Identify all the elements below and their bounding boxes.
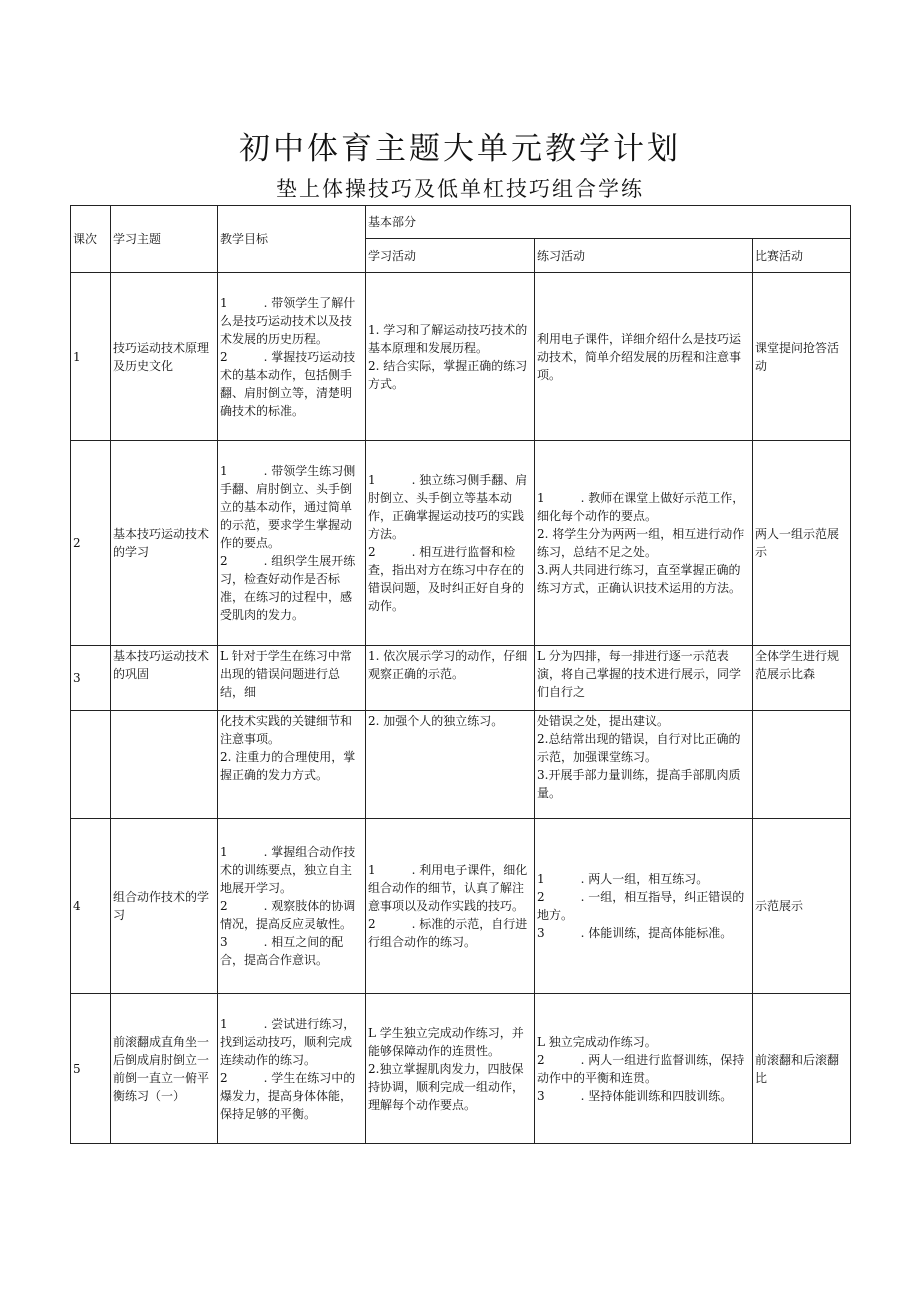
learn-item: 2.独立掌握肌肉发力，四肢保持协调，顺利完成一组动作，理解每个动作要点。	[368, 1061, 525, 1112]
cell-topic: 基本技巧运动技术的巩固	[111, 646, 218, 711]
header-compete: 比赛活动	[753, 239, 851, 273]
cell-lesson	[71, 711, 111, 819]
practice-item: 2.总结常出现的错误，自行对比正确的示范，加强课堂练习。	[537, 732, 741, 764]
cell-lesson: 2	[71, 441, 111, 646]
cell-learn	[366, 994, 535, 1144]
table-row	[71, 994, 851, 1144]
goal-item: 2 . 掌握技巧运动技术的基本动作，包括侧手翻、肩肘倒立等，清楚明确技术的标准。	[220, 349, 356, 418]
practice-item: 1 . 两人一组，相互练习。	[537, 872, 709, 886]
cell-goal	[218, 441, 366, 646]
goal-item: 1 . 尝试进行练习，找到运动技巧，顺利完成连续动作的练习。	[220, 1016, 356, 1067]
cell-lesson: 1	[71, 273, 111, 441]
cell-learn	[366, 819, 535, 994]
plan-table	[70, 205, 851, 1144]
header-basic: 基本部分	[366, 206, 851, 239]
table-row	[71, 273, 851, 441]
cell-learn	[366, 646, 535, 711]
cell-lesson: 5	[71, 994, 111, 1144]
practice-item: 3.两人共同进行练习，直至掌握正确的练习方式，正确认识技术运用的方法。	[537, 563, 742, 595]
goal-item: 化技术实践的关键细节和注意事项。	[220, 714, 353, 746]
goal-item: 3 . 相互之间的配合，提高合作意识。	[220, 935, 344, 967]
cell-topic: 技巧运动技术原理及历史文化	[111, 273, 218, 441]
page-title: 初中体育主题大单元教学计划	[239, 131, 681, 167]
goal-item: 2 . 观察肢体的协调情况，提高反应灵敏性。	[220, 899, 356, 931]
cell-compete: 全体学生进行规范展示比森	[753, 646, 851, 711]
cell-compete	[753, 711, 851, 819]
practice-item: 1 . 教师在课堂上做好示范工作，细化每个动作的要点。	[537, 491, 745, 523]
cell-goal	[218, 646, 366, 711]
practice-item: 2 . 一组，相互指导，纠正错误的地方。	[537, 890, 745, 922]
learn-item: 2. 结合实际，掌握正确的练习方式。	[368, 358, 528, 391]
learn-item: 2. 加强个人的独立练习。	[368, 714, 504, 728]
header-goal: 教学目标	[218, 206, 366, 273]
cell-topic: 组合动作技术的学习	[111, 819, 218, 994]
practice-item: 处错误之处，提出建议。	[537, 714, 670, 728]
learn-item: 1. 学习和了解运动技巧技术的基本原理和发展历程。	[368, 322, 528, 355]
goal-item: 1 . 掌握组合动作技术的训练要点，独立自主地展开学习。	[220, 845, 356, 895]
practice-item: L 独立完成动作练习。	[537, 1034, 657, 1049]
goal-item: 1 . 带领学生练习侧手翻、肩肘倒立、头手倒立的基本动作，通过简单的示范，要求学生掌握动作的要点。	[220, 464, 356, 550]
goal-item: 2. 注重力的合理使用，掌握正确的发力方式。	[220, 750, 356, 782]
header-row-1	[71, 206, 851, 239]
cell-compete: 示范展示	[753, 819, 851, 994]
cell-goal	[218, 711, 366, 819]
learn-item: 1 . 独立练习侧手翻、肩肘倒立、头手倒立等基本动作，正确掌握运动技巧的实践方法。	[368, 473, 528, 541]
page-subtitle: 垫上体操技巧及低单杠技巧组合学练	[276, 177, 644, 201]
cell-practice	[535, 646, 753, 711]
learn-item: 1. 依次展示学习的动作，仔细观察正确的示范。	[368, 649, 528, 681]
learn-item: 2 . 标准的示范，自行进行组合动作的练习。	[368, 917, 528, 949]
cell-lesson: 4	[71, 819, 111, 994]
cell-practice	[535, 273, 753, 441]
table-row	[71, 819, 851, 994]
goal-item: 2 . 学生在练习中的爆发力，提高身体体能，保持足够的平衡。	[220, 1070, 356, 1121]
cell-compete: 两人一组示范展示	[753, 441, 851, 646]
cell-topic	[111, 711, 218, 819]
practice-item: 3 . 体能训练，提高体能标准。	[537, 926, 733, 940]
header-learn: 学习活动	[366, 239, 535, 273]
cell-topic: 前滚翻成直角坐一后倒成肩肘倒立一前倒一直立一俯平衡练习（一）	[111, 994, 218, 1144]
cell-learn	[366, 711, 535, 819]
table-row	[71, 646, 851, 711]
cell-learn	[366, 441, 535, 646]
goal-item: L 针对于学生在练习中常出现的错误问题进行总结，细	[220, 649, 352, 699]
header-practice: 练习活动	[535, 239, 753, 273]
practice-item: L 分为四排，每一排进行逐一示范表演，将自己掌握的技术进行展示，同学们自行之	[537, 649, 742, 699]
cell-lesson: 3	[71, 646, 111, 711]
practice-item: 3.开展手部力量训练，提高手部肌肉质量。	[537, 768, 741, 800]
learn-item: 2 . 相互进行监督和检查，指出对方在练习中存在的错误问题，及时纠正好自身的动作。	[368, 545, 525, 613]
learn-item: 1 . 利用电子课件，细化组合动作的细节，认真了解注意事项以及动作实践的技巧。	[368, 863, 528, 913]
practice-item: 利用电子课件，详细介绍什么是技巧运动技术，简单介绍发展的历程和注意事项。	[537, 331, 742, 382]
learn-item: L 学生独立完成动作练习，并能够保障动作的连贯性。	[368, 1025, 524, 1058]
cell-learn	[366, 273, 535, 441]
goal-item: 2 . 组织学生展开练习，检查好动作是否标准，在练习的过程中，感受肌肉的发力。	[220, 554, 356, 622]
cell-practice	[535, 994, 753, 1144]
practice-item: 2. 将学生分为两两一组，相互进行动作练习，总结不足之处。	[537, 527, 745, 559]
cell-practice	[535, 711, 753, 819]
table-row	[71, 441, 851, 646]
practice-item: 2 . 两人一组进行监督训练，保持动作中的平衡和连贯。	[537, 1052, 745, 1085]
cell-topic: 基本技巧运动技术的学习	[111, 441, 218, 646]
practice-item: 3 . 坚持体能训练和四肢训练。	[537, 1088, 733, 1103]
cell-compete: 课堂提问抢答活动	[753, 273, 851, 441]
cell-practice	[535, 441, 753, 646]
table-row	[71, 711, 851, 819]
header-lesson: 课次	[71, 206, 111, 273]
header-topic: 学习主题	[111, 206, 218, 273]
cell-practice	[535, 819, 753, 994]
cell-goal	[218, 994, 366, 1144]
goal-item: 1 . 带领学生了解什么是技巧运动技术以及技术发展的历史历程。	[220, 295, 356, 346]
cell-compete: 前滚翻和后滚翻比	[753, 994, 851, 1144]
cell-goal	[218, 819, 366, 994]
cell-goal	[218, 273, 366, 441]
